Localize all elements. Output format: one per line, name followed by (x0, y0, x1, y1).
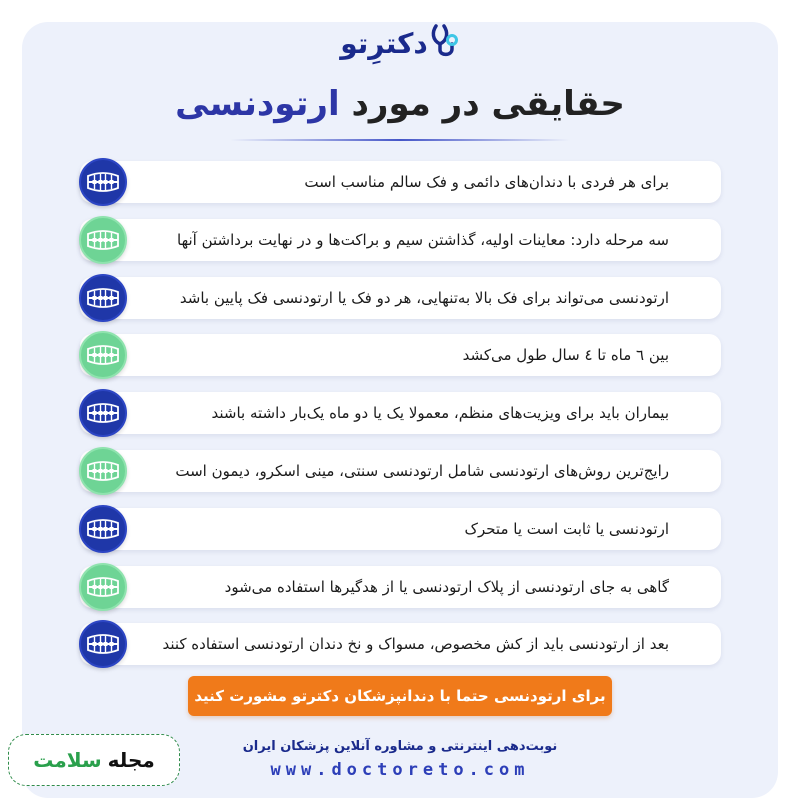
fact-row (80, 161, 721, 203)
title-underline (230, 139, 570, 141)
consult-button-label: برای ارتودنسی حتما با دندانپزشکان دکترتو مشورت کنید (194, 687, 606, 705)
footer-tagline: نوبت‌دهی اینترنتی و مشاوره آنلاین پزشکان ایران (242, 739, 558, 754)
fact-row (80, 450, 721, 492)
fact-text: بین ٦ ماه تا ٤ سال طول می‌کشد (462, 346, 669, 365)
braces-teeth-icon (79, 505, 127, 553)
magazine-label: مجله (107, 748, 155, 772)
footer-url[interactable]: www.doctoreto.com (270, 760, 530, 780)
braces-teeth-icon (79, 274, 127, 322)
title-accent: ارتودنسی (175, 84, 340, 124)
fact-text: گاهی به جای ارتودنسی از پلاک ارتودنسی یا از هدگیرها استفاده می‌شود (224, 577, 669, 596)
fact-row (80, 566, 721, 608)
braces-teeth-icon (79, 563, 127, 611)
fact-row (80, 623, 721, 665)
braces-teeth-icon (79, 447, 127, 495)
fact-text: ارتودنسی یا ثابت است یا متحرک (464, 519, 669, 538)
fact-text: رایج‌ترین روش‌های ارتودنسی شامل ارتودنسی سنتی، مینی اسکرو، دیمون است (175, 462, 669, 480)
title-prefix: حقایقی در مورد (351, 84, 625, 124)
fact-text: بعد از ارتودنسی باید از کش مخصوص، مسواک و نخ دندان ارتودنسی استفاده کنند (162, 635, 669, 654)
consult-button[interactable] (188, 676, 612, 716)
braces-teeth-icon (79, 158, 127, 206)
fact-row (80, 334, 721, 376)
brand-logo[interactable] (0, 18, 800, 68)
stethoscope-icon (430, 22, 460, 64)
magazine-label-accent: سلامت (33, 748, 102, 772)
fact-text: سه مرحله دارد: معاینات اولیه، گذاشتن سیم و براکت‌ها و در نهایت برداشتن آنها (177, 230, 669, 249)
fact-row (80, 277, 721, 319)
fact-row (80, 508, 721, 550)
braces-teeth-icon (79, 216, 127, 264)
magazine-badge[interactable] (8, 734, 180, 786)
fact-row (80, 392, 721, 434)
fact-text: برای هر فردی با دندان‌های دائمی و فک سالم مناسب است (304, 173, 669, 191)
fact-text: بیماران باید برای ویزیت‌های منظم، معمولا یک یا دو ماه یک‌بار داشته باشند (211, 404, 669, 423)
fact-row (80, 219, 721, 261)
braces-teeth-icon (79, 389, 127, 437)
logo-text: دکترِتو (340, 26, 428, 60)
fact-text: ارتودنسی می‌تواند برای فک بالا به‌تنهایی، هر دو فک یا ارتودنسی فک پایین باشد (179, 288, 669, 307)
page-title (0, 84, 800, 124)
